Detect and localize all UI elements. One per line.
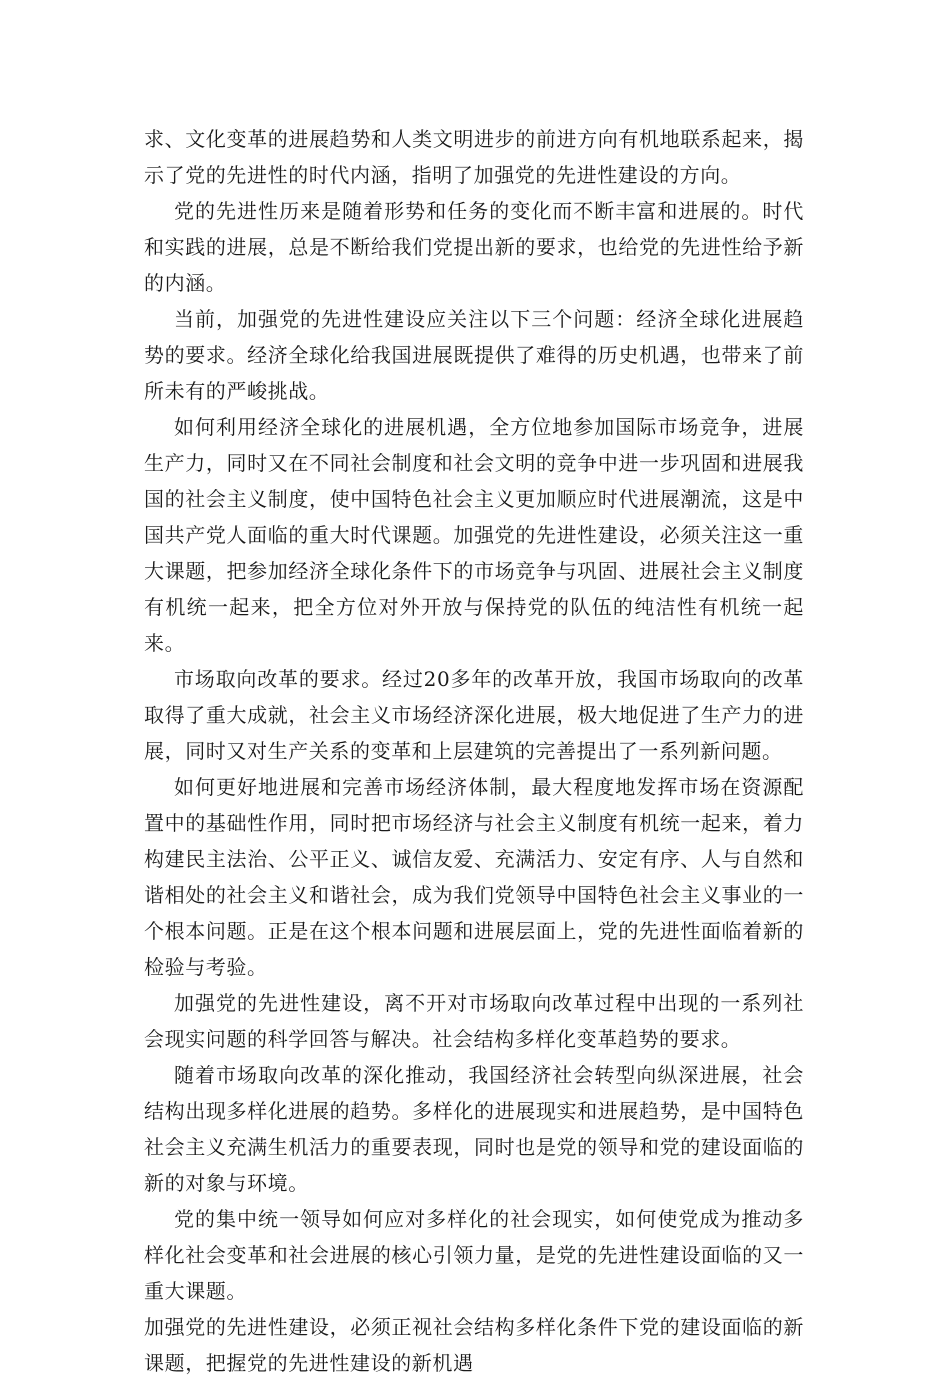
paragraph-8: 随着市场取向改革的深化推动，我国经济社会转型向纵深进展，社会结构出现多样化进展的趋势。多样化的进展现实和进展趋势，是中国特色社会主义充满生机活力的重要表现，同时也是党的领导和党的建设面临的新的对象与环境。 — [144, 1063, 804, 1195]
paragraph-2: 党的先进性历来是随着形势和任务的变化而不断丰富和进展的。时代和实践的进展，总是不断给我们党提出新的要求，也给党的先进性给予新的内涵。 — [144, 199, 804, 295]
paragraph-3: 当前，加强党的先进性建设应关注以下三个问题：经济全球化进展趋势的要求。经济全球化给我国进展既提供了难得的历史机遇，也带来了前所未有的严峻挑战。 — [144, 307, 804, 403]
paragraph-9: 党的集中统一领导如何应对多样化的社会现实，如何使党成为推动多样化社会变革和社会进展的核心引领力量，是党的先进性建设面临的又一重大课题。 — [144, 1207, 804, 1303]
paragraph-10: 加强党的先进性建设，必须正视社会结构多样化条件下党的建设面临的新课题，把握党的先进性建设的新机遇 — [144, 1315, 804, 1375]
paragraph-4: 如何利用经济全球化的进展机遇，全方位地参加国际市场竞争，进展生产力，同时又在不同社会制度和社会文明的竞争中进一步巩固和进展我国的社会主义制度，使中国特色社会主义更加顺应时代进展潮流，这是中国共产党人面临的重大时代课题。加强党的先进性建设，必须关注这一重大课题，把参加经济全球化条件下的市场竞争与巩固、进展社会主义制度有机统一起来，把全方位对外开放与保持党的队伍的纯洁性有机统一起来。 — [144, 415, 804, 655]
body-text — [144, 121, 804, 1381]
paragraph-5: 市场取向改革的要求。经过20多年的改革开放，我国市场取向的改革取得了重大成就，社会主义市场经济深化进展，极大地促进了生产力的进展，同时又对生产关系的变革和上层建筑的完善提出了一系列新问题。 — [144, 667, 804, 763]
paragraph-6: 如何更好地进展和完善市场经济体制，最大程度地发挥市场在资源配置中的基础性作用，同时把市场经济与社会主义制度有机统一起来，着力构建民主法治、公平正义、诚信友爱、充满活力、安定有序、人与自然和谐相处的社会主义和谐社会，成为我们党领导中国特色社会主义事业的一个根本问题。正是在这个根本问题和进展层面上，党的先进性面临着新的检验与考验。 — [144, 775, 804, 979]
paragraph-7: 加强党的先进性建设，离不开对市场取向改革过程中出现的一系列社会现实问题的科学回答与解决。社会结构多样化变革趋势的要求。 — [144, 991, 804, 1051]
paragraph-1: 求、文化变革的进展趋势和人类文明进步的前进方向有机地联系起来，揭示了党的先进性的时代内涵，指明了加强党的先进性建设的方向。 — [144, 127, 804, 187]
